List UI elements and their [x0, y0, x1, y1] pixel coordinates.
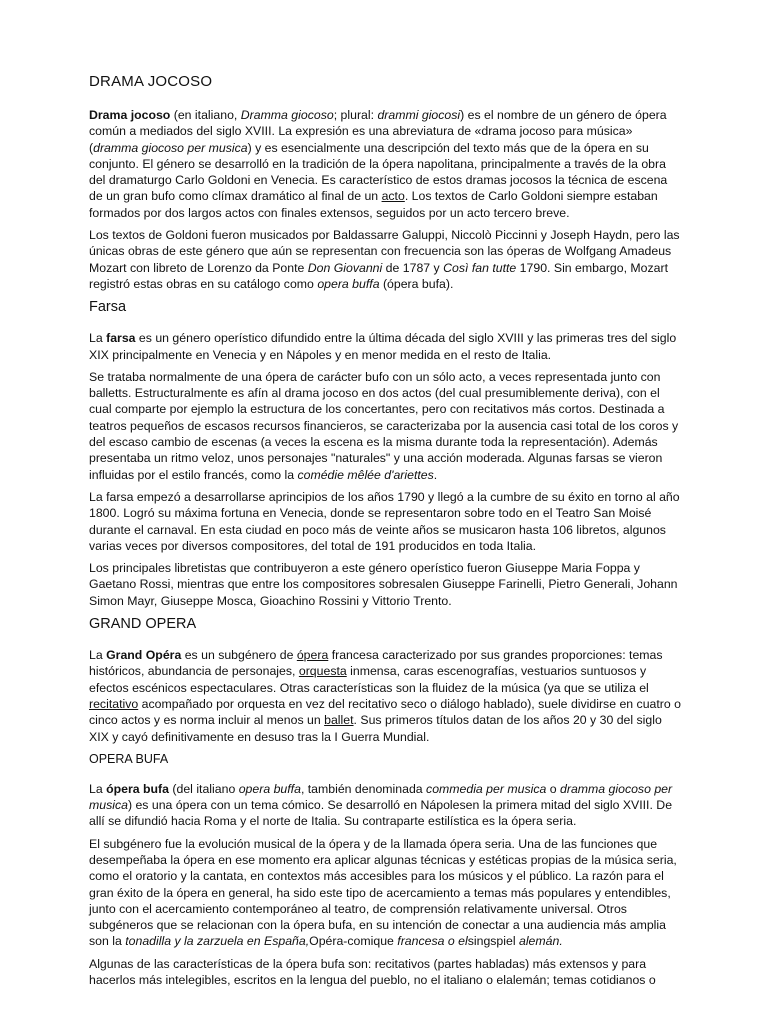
- document-body: [89, 73, 683, 994]
- underlined-link[interactable]: acto: [381, 189, 405, 204]
- text-run: La: [89, 648, 107, 663]
- paragraph: [89, 647, 683, 745]
- italic-term: dramma giocoso per musica: [89, 781, 673, 813]
- text-run: La: [89, 331, 107, 346]
- paragraph: [89, 836, 683, 950]
- italic-term: tonadilla y la zarzuela en España,: [125, 934, 310, 949]
- paragraph: [89, 369, 683, 483]
- italic-term: Don Giovanni: [307, 260, 383, 275]
- italic-term: Dramma giocoso: [240, 108, 334, 122]
- text-run: inmensa, caras escenografías, vestuarios suntuosos y efectos escénicos espectaculares. Otras características son la fluidez de la música (ya que se utiliza el: [89, 664, 649, 695]
- paragraph: [89, 489, 683, 554]
- text-run: (del italiano: [168, 781, 239, 796]
- italic-term: commedia per musica: [426, 781, 547, 796]
- text-run: o: [546, 781, 561, 796]
- text-run: francesa caracterizado por sus grandes proporciones: temas históricos, abundancia de personajes,: [89, 648, 663, 679]
- paragraph: [89, 781, 683, 830]
- paragraph: [89, 560, 683, 609]
- underlined-link[interactable]: orquesta: [298, 664, 347, 679]
- text-run: de 1787 y: [382, 260, 444, 275]
- bold-term: Grand Opéra: [106, 648, 182, 663]
- text-run: Los textos de Goldoni fueron musicados por Baldassarre Galuppi, Niccolò Piccinni y Joseph Haydn, pero las únicas obras de este género que aún se representan con frecuencia son las óperas de Wolfgang Amadeus Mozart con libreto de Lorenzo da Ponte: [89, 228, 680, 275]
- text-run: La: [89, 781, 107, 796]
- italic-term: opera buffa: [317, 276, 380, 291]
- italic-term: opera buffa: [238, 781, 301, 796]
- underlined-link[interactable]: ballet: [324, 713, 354, 728]
- text-run: acompañado por orquesta en vez del recitativo seco o diálogo hablado), suele dividirse en cuatro o cinco actos y es norma incluir al menos un: [89, 696, 681, 728]
- text-run: ) es el nombre de un género de ópera común a mediados del siglo XVIII. La expresión es una abreviatura de «drama jocoso para música» (: [89, 108, 667, 155]
- text-run: . Los textos de Carlo Goldoni siempre estaban formados por dos largos actos con finales extensos, seguidos por un acto tercero breve.: [89, 189, 658, 220]
- paragraph: [89, 107, 683, 221]
- bold-term: ópera bufa: [106, 781, 169, 796]
- text-run: (ópera bufa).: [379, 276, 454, 291]
- italic-term: drammi giocosi: [377, 108, 461, 122]
- text-run: .: [433, 467, 438, 482]
- section-title-farsa: Farsa: [89, 299, 127, 316]
- underlined-link[interactable]: recitativo: [89, 696, 139, 711]
- section-title-grand-opera: GRAND OPERA: [89, 616, 197, 633]
- bold-term: Drama jocoso: [89, 108, 171, 122]
- italic-term: alemán.: [518, 934, 563, 949]
- italic-term: dramma giocoso per musica: [93, 140, 248, 155]
- text-run: Opéra-comique: [309, 934, 398, 949]
- text-run: Los principales libretistas que contribuyeron a este género operístico fueron Giuseppe Maria Foppa y Gaetano Rossi, mientras que entre los compositores sobresalen Giuseppe Farinelli, Pietro Generali, Johann Simon Mayr, Giuseppe Mosca, Gioachino Rossini y Vittorio Trento.: [89, 561, 678, 608]
- italic-term: francesa o el: [397, 934, 468, 949]
- italic-term: Così fan tutte: [443, 260, 517, 275]
- paragraph: [89, 330, 683, 363]
- text-run: ; plural:: [333, 108, 378, 122]
- text-run: 1790. Sin embargo, Mozart registró estas obras en su catálogo como: [89, 260, 669, 291]
- text-run: ) es una ópera con un tema cómico. Se desarrolló en Nápolesen la primera mitad del siglo XVIII. De allí se difundió hacia Roma y el norte de Italia. Su contraparte estilística es la ópera seria.: [89, 798, 673, 829]
- text-run: (en italiano,: [170, 108, 241, 122]
- text-run: es un género operístico difundido entre la última década del siglo XVIII y las primeras tres del siglo XIX principalmente en Venecia y en Nápoles y en menor medida en el resto de Italia.: [89, 331, 677, 362]
- text-run: Algunas de las características de la ópera bufa son: recitativos (partes habladas) más extensos y para hacerlos más intelegibles, escritos en la lengua del pueblo, no el italiano o elalemán; temas cotidianos o: [89, 956, 656, 988]
- text-run: , también denominada: [300, 781, 427, 796]
- text-run: Se trataba normalmente de una ópera de carácter bufo con un sólo acto, a veces representada junto con balletts. Estructuralmente es afín al drama jocoso en dos actos (del cual presumiblemente deriva), con el cual comparte por ejemplo la estructura de los concertantes, pero con recitativos más cortos. Destinada a teatros pequeños de escasos recursos financieros, se caracterizaba por la ausencia casi total de los coros y del escaso cambio de escenas (a veces la escena es la misma durante toda la representación). Además presentaba un ritmo veloz, unos personajes "naturales" y una acción moderada. Algunas farsas se vieron influidas por el estilo francés, como la: [89, 369, 679, 482]
- paragraph: [89, 956, 683, 989]
- section-title-opera-bufa: OPERA BUFA: [89, 751, 169, 766]
- text-run: singspiel: [467, 934, 519, 949]
- paragraph: [89, 227, 683, 292]
- text-run: La farsa empezó a desarrollarse aprincipios de los años 1790 y llegó a la cumbre de su éxito en torno al año 1800. Logró su máxima fortuna en Venecia, donde se representaron sobre todo en el Teatro San Moisé durante el carnaval. En esta ciudad en poco más de veinte años se musicaron hasta 106 libretos, algunos varias veces por diversos compositores, del total de 191 producidos en toda Italia.: [89, 489, 680, 553]
- text-run: . Sus primeros títulos datan de los años 20 y 30 del siglo XIX y cayó definitivamente en desuso tras la I Guerra Mundial.: [89, 713, 662, 744]
- text-run: es un subgénero de: [181, 648, 297, 663]
- text-run: ) y es esencialmente una descripción del texto más que de la ópera en su conjunto. El género se desarrolló en la tradición de la ópera napolitana, principalmente a través de la obra del dramaturgo Carlo Goldoni en Venecia. Es característico de estos dramas jocosos la técnica de escena de un gran bufo como clímax dramático al final de un: [89, 140, 668, 204]
- text-run: El subgénero fue la evolución musical de la ópera y de la llamada ópera seria. Una de las funciones que desempeñaba la ópera en ese momento era aplicar algunas técnicas y estéticas propias de la música seria, como el oratorio y la cantata, en contextos más accesibles para los músicos y el público. La razón para el gran éxito de la ópera en general, ha sido este tipo de acercamiento a temas más populares y entendibles, junto con el acercamiento contemporáneo al teatro, de comprensión relativamente universal. Otros subgéneros que se relacionan con la ópera bufa, en su intención de conectar a una audiencia más amplia son la: [89, 836, 677, 949]
- bold-term: farsa: [106, 331, 136, 346]
- underlined-link[interactable]: ópera: [296, 648, 329, 663]
- section-title-drama-jocoso: DRAMA JOCOSO: [89, 73, 213, 90]
- italic-term: comédie mêlée d'ariettes: [297, 467, 434, 482]
